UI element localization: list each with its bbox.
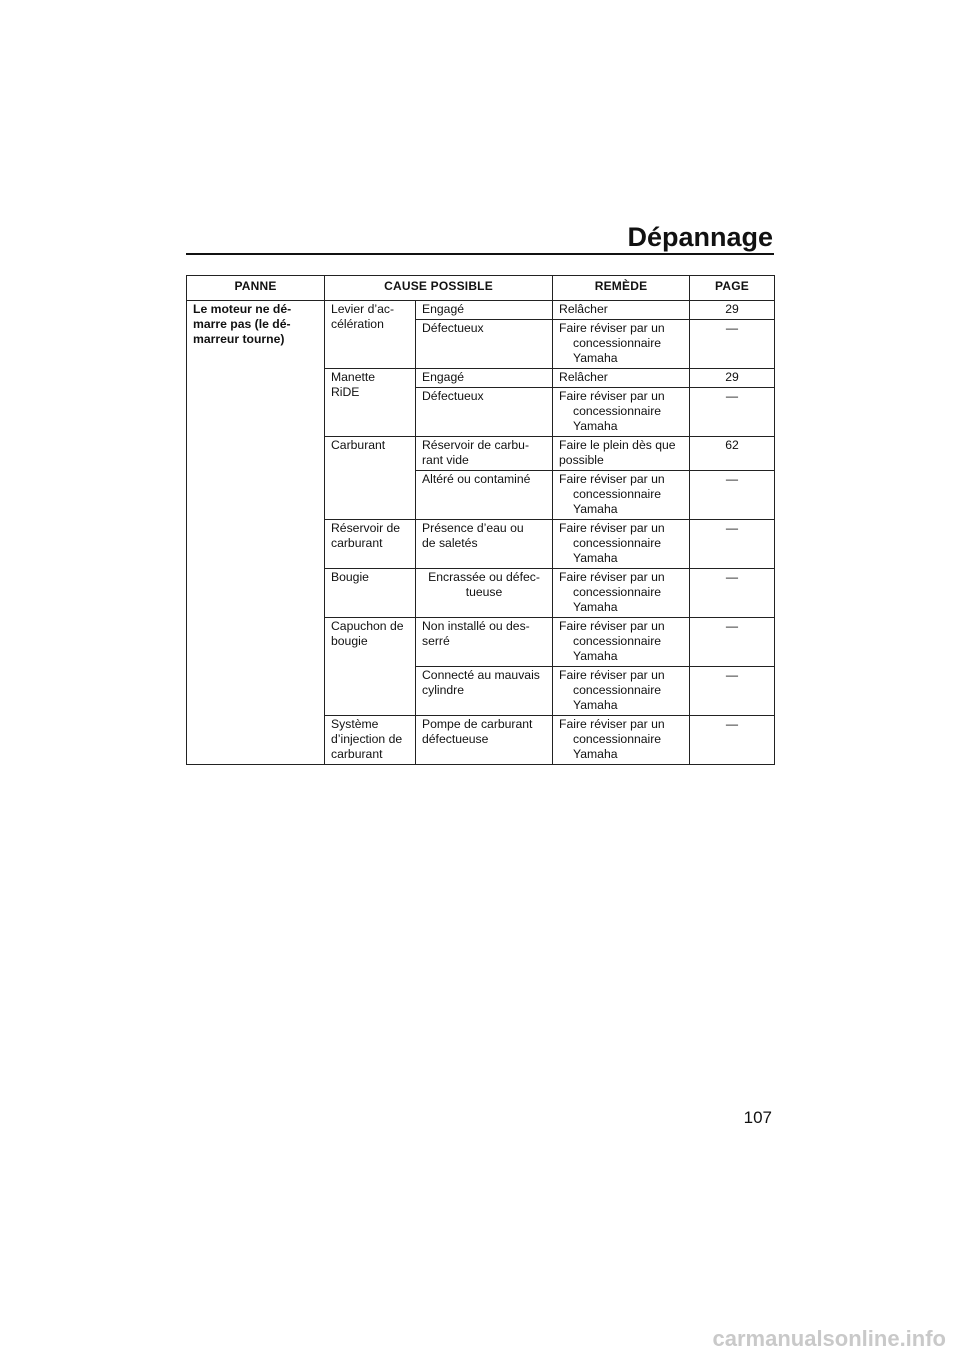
cause-cell [325, 301, 416, 369]
page-cell: — [690, 667, 775, 716]
detail-cell: Non installé ou des- serré [416, 618, 553, 667]
detail-cell: Présence d’eau ou de saletés [416, 520, 553, 569]
detail-cell [416, 569, 553, 618]
troubleshooting-table [186, 275, 775, 765]
cause-cell [325, 569, 416, 618]
cause-text: Manette RiDE [331, 370, 376, 399]
column-header-page: PAGE [690, 276, 775, 301]
detail-cell: Défectueux [416, 320, 553, 369]
remede-cell [553, 520, 690, 569]
detail-cell: Réservoir de carbu- rant vide [416, 437, 553, 471]
page-cell: — [690, 388, 775, 437]
cause-text: Carburant [331, 438, 386, 452]
page-cell: 29 [690, 301, 775, 320]
panne-text: Le moteur ne dé- marre pas (le dé- marreur tourne) [193, 302, 292, 346]
detail-cell: Engagé [416, 301, 553, 320]
remede-text: Faire réviser par un concessionnaire Yamaha [559, 321, 665, 365]
page-title: Dépannage [627, 222, 773, 252]
cause-cell [325, 369, 416, 437]
remede-cell: Relâcher [553, 301, 690, 320]
column-header-remede: REMÈDE [553, 276, 690, 301]
remede-text: Faire réviser par un concessionnaire Yamaha [559, 570, 665, 614]
remede-cell [553, 388, 690, 437]
page-cell: — [690, 520, 775, 569]
cause-text: Bougie [331, 570, 369, 584]
remede-cell [553, 569, 690, 618]
cause-text: Levier d’ac- célération [331, 302, 394, 331]
table-row [187, 301, 775, 320]
page-cell: 62 [690, 437, 775, 471]
cause-text: Système d’injection de carburant [331, 717, 403, 761]
detail-text: Encrassée ou défec- tueuse [428, 570, 540, 599]
remede-text: Faire réviser par un concessionnaire Yamaha [559, 389, 665, 433]
remede-cell [553, 618, 690, 667]
detail-cell: Altéré ou contaminé [416, 471, 553, 520]
cause-cell [325, 716, 416, 765]
cause-cell [325, 618, 416, 716]
remede-cell [553, 471, 690, 520]
detail-cell: Engagé [416, 369, 553, 388]
detail-cell: Connecté au mauvais cylindre [416, 667, 553, 716]
column-header-panne: PANNE [187, 276, 325, 301]
page-cell: — [690, 569, 775, 618]
panne-cell [187, 301, 325, 765]
detail-cell: Pompe de carburant défectueuse [416, 716, 553, 765]
detail-cell: Défectueux [416, 388, 553, 437]
table-header-row [187, 276, 775, 301]
watermark: carmanualsonline.info [712, 1326, 946, 1351]
remede-cell [553, 320, 690, 369]
cause-text: Capuchon de bougie [331, 619, 404, 648]
remede-text: Faire réviser par un concessionnaire Yamaha [559, 521, 665, 565]
remede-cell [553, 667, 690, 716]
page-cell: — [690, 320, 775, 369]
cause-text: Réservoir de carburant [331, 521, 401, 550]
cause-cell [325, 520, 416, 569]
remede-text: Faire réviser par un concessionnaire Yamaha [559, 668, 665, 712]
page-cell: — [690, 716, 775, 765]
title-rule [186, 253, 774, 255]
page-number: 107 [743, 1108, 772, 1127]
remede-text: Faire réviser par un concessionnaire Yamaha [559, 619, 665, 663]
column-header-cause: CAUSE POSSIBLE [325, 276, 553, 301]
remede-cell: Relâcher [553, 369, 690, 388]
remede-text: Faire réviser par un concessionnaire Yamaha [559, 472, 665, 516]
remede-cell: Faire le plein dès que possible [553, 437, 690, 471]
page-cell: 29 [690, 369, 775, 388]
remede-cell [553, 716, 690, 765]
page-cell: — [690, 618, 775, 667]
cause-cell [325, 437, 416, 520]
page-cell: — [690, 471, 775, 520]
remede-text: Faire réviser par un concessionnaire Yamaha [559, 717, 665, 761]
